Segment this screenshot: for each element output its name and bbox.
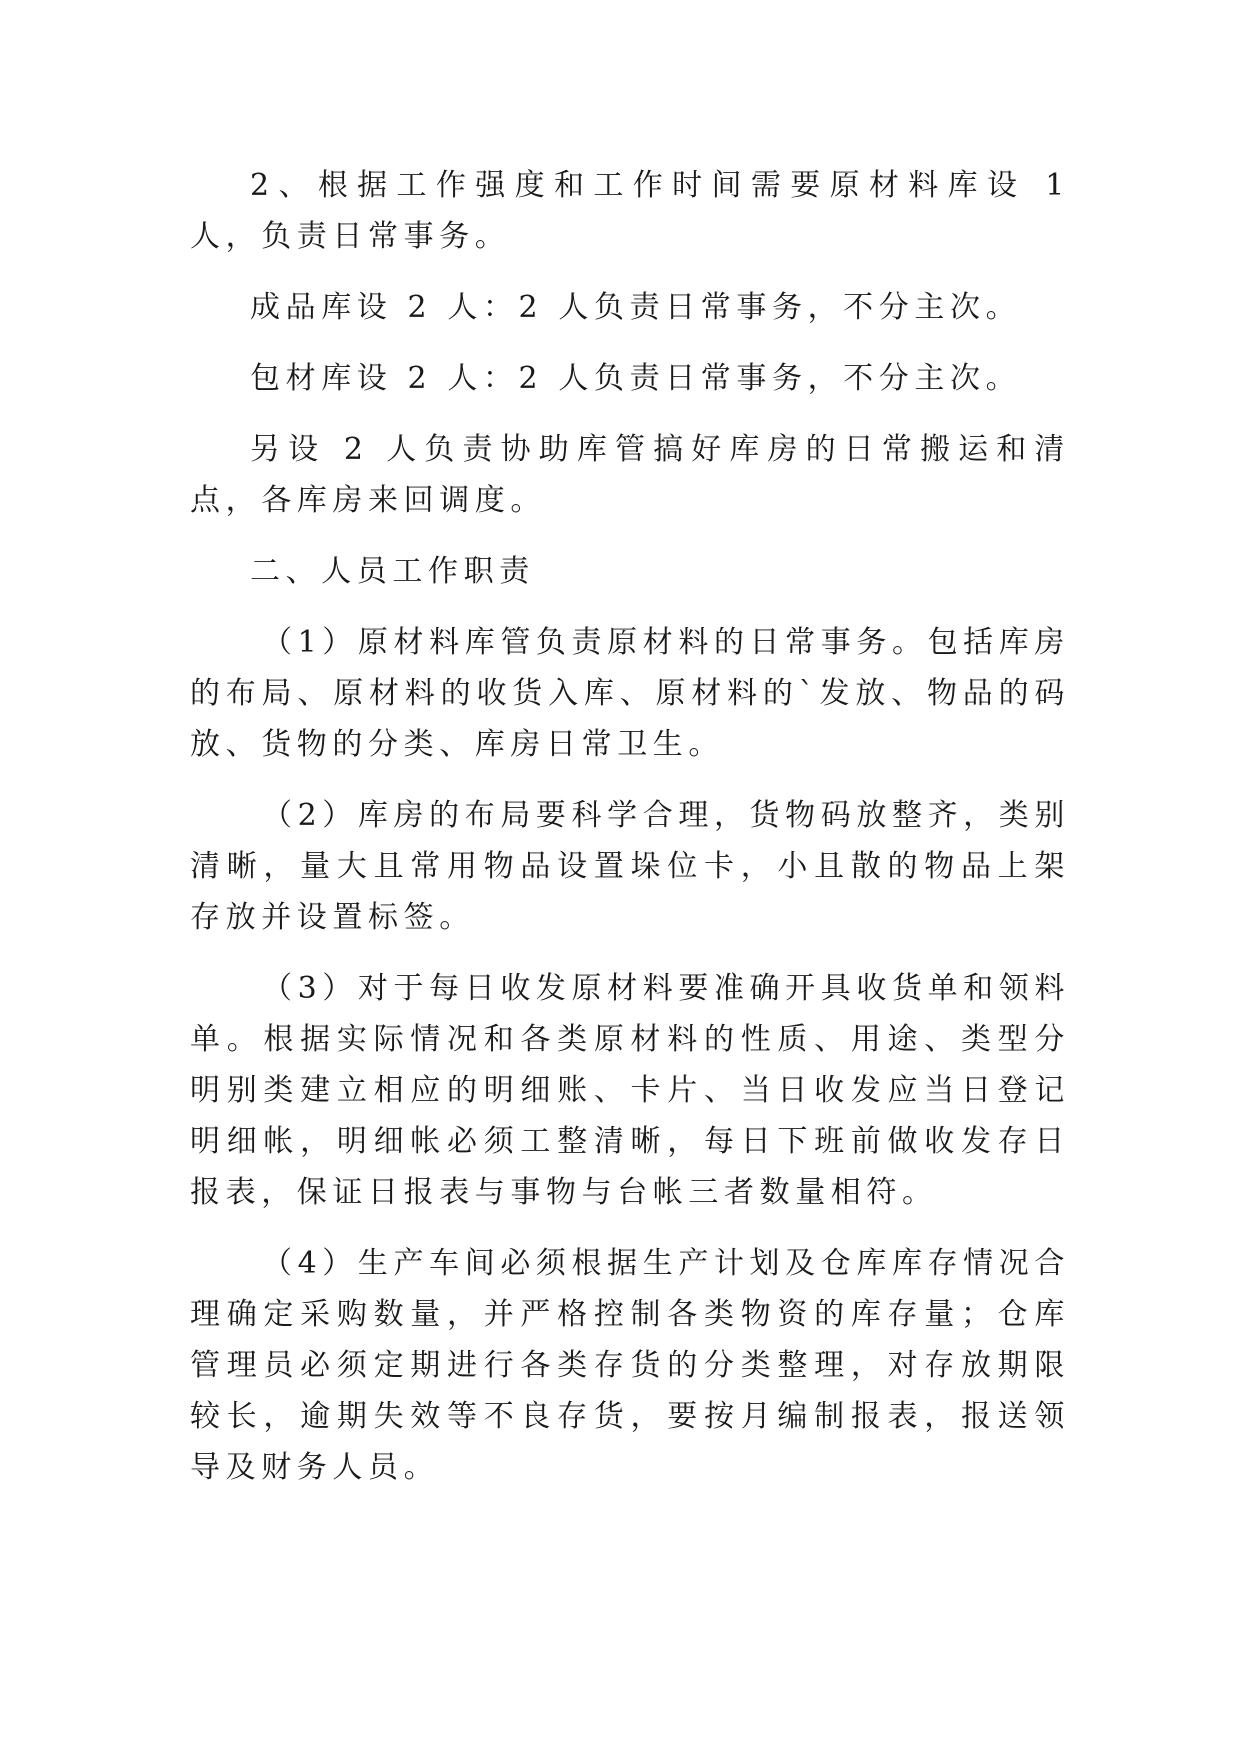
- paragraph-staffing-raw-material: 2、根据工作强度和工作时间需要原材料库设 1 人，负责日常事务。: [190, 168, 1070, 254]
- paragraph-duty-2: （2）库房的布局要科学合理，货物码放整齐，类别清晰，量大且常用物品设置垛位卡，小且散的物品上架存放并设置标签。: [190, 798, 1070, 935]
- paragraph-duty-3: （3）对于每日收发原材料要准确开具收货单和领料单。根据实际情况和各类原材料的性质、用途、类型分明别类建立相应的明细账、卡片、当日收发应当日登记明细帐，明细帐必须工整清晰，每日下班前做收发存日报表，保证日报表与事物与台帐三者数量相符。: [190, 971, 1070, 1210]
- paragraph-duty-4: （4）生产车间必须根据生产计划及仓库库存情况合理确定采购数量，并严格控制各类物资的库存量；仓库管理员必须定期进行各类存货的分类整理，对存放期限较长，逾期失效等不良存货，要按月编制报表，报送领导及财务人员。: [190, 1246, 1070, 1485]
- paragraph-staffing-finished-goods: 成品库设 2 人：2 人负责日常事务，不分主次。: [250, 290, 1022, 325]
- paragraph-staffing-packaging: 包材库设 2 人：2 人负责日常事务，不分主次。: [250, 361, 1022, 396]
- section-heading-duties: 二、人员工作职责: [250, 554, 535, 589]
- paragraph-duty-1: （1）原材料库管负责原材料的日常事务。包括库房的布局、原材料的收货入库、原材料的`发放、物品的码放、货物的分类、库房日常卫生。: [190, 625, 1070, 762]
- document-body: [190, 160, 1070, 1513]
- paragraph-staffing-helpers: 另设 2 人负责协助库管搞好库房的日常搬运和清点，各库房来回调度。: [190, 432, 1070, 518]
